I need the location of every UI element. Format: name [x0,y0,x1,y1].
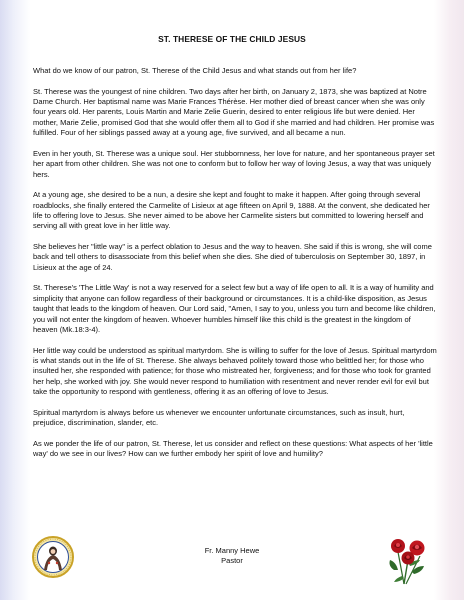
paragraph-birth: St. Therese was the youngest of nine children. Two days after her birth, on January 2, 1873, she was baptized at Notre Dame Church. Her baptismal name was Marie Frances Thérèse. Her mother died of breast cancer when she was only four years old. Her parents, Louis Martin and Marie Zelie Guerin, desired to enter religious life but were denied. Her mother, Marie Zelie, promised God that she would offer them all to God if she married and had children. Her promise was fulfilled. Four of her siblings passed away at a young age, five survived, and all became a nun. [33,86,435,138]
paragraph-youth: Even in her youth, St. Therese was a unique soul. Her stubbornness, her love for nature, and her spontaneous prayer set her apart from other children. She was not one to conform but to follow her way of loving Jesus, a way that was uniquely hers. [33,148,435,179]
signature-role: Pastor [221,556,243,565]
paragraph-reflection: As we ponder the life of our patron, St. Therese, let us consider and reflect on these questions: What aspects of her 'little way' do we see in our lives? How can we further embody her spirit of love and humility? [33,438,433,459]
roses-decoration-icon [384,530,432,586]
signature-name: Fr. Manny Hewe [204,546,260,555]
paragraph-martyrdom: Her little way could be understood as spiritual martyrdom. She is willing to suffer for the love of Jesus. Spiritual martyrdom is what stands out in the life of St. Therese. She always behaved politely toward those who belittled her; for those who insulted her, she responded with patience; for those who mistreated her, forgiveness; and for those who took for granted her help, she worked with joy. She would never respond to humiliation with resentment and never render evil for evil but take the opportunity to respond with gentleness, offering it as an offering of love to Jesus. [33,345,437,397]
page-title: ST. THERESE OF THE CHILD JESUS [158,34,306,44]
paragraph-intro: What do we know of our patron, St. Therese of the Child Jesus and what stands out from her life? [33,66,357,75]
article-body [33,66,437,470]
paragraph-little-way-belief: She believes her "little way" is a perfect oblation to Jesus and the way to heaven. She said if this is wrong, she will come back and tell others to disassociate from this belief when she dies. She died of tuberculosis on September 30, 1897, in Lisieux at the age of 24. [33,242,432,272]
paragraph-convent: At a young age, she desired to be a nun, a desire she kept and fought to make it happen. After going through several roadblocks, she finally entered the Carmelite of Lisieux at age fifteen on April 9, 1888. At the convent, she dedicated her life to offering love to Jesus. She never aimed to be above her Carmelite sisters but committed to lowering herself and serving all with great love in her little way. [33,190,430,231]
paragraph-circumstances: Spiritual martyrdom is always before us whenever we encounter unfortunate circumstances, such as insult, hurt, prejudice, discrimination, slander, etc. [33,407,405,428]
paragraph-little-way: St. Therese's 'The Little Way' is not a way reserved for a select few but a way of life open to all. It is a way of humility and simplicity that anyone can follow regardless of their background or circumstances. It is a child-like disposition, as Jesus taught that leads to the kingdom of heaven. Our Lord said, "Amen, I say to you, unless you turn and become like children, you will not enter the kingdom of heaven. Whoever humbles himself like this child is the greatest in the kingdom of heaven (Mk.18:3-4). [33,283,436,335]
